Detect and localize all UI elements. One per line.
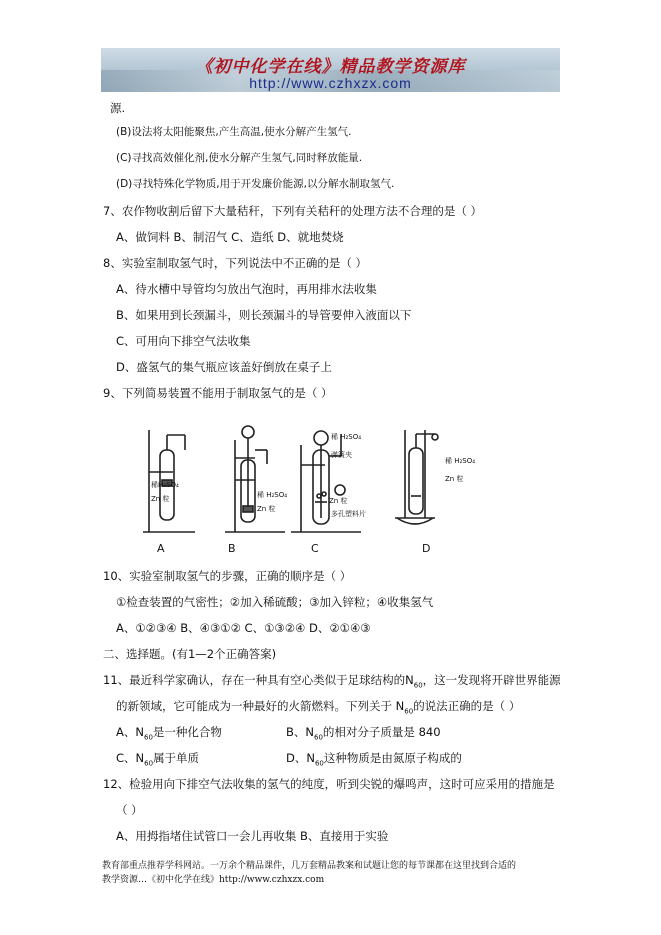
question-12-options: A、用拇指堵住试管口一会儿再收集 B、直接用于实验 — [116, 829, 389, 843]
question-10-steps: ①检查装置的气密性；②加入稀硫酸；③加入锌粒；④收集氢气 — [116, 595, 434, 609]
opt-c-prefix: C、N — [116, 751, 145, 765]
opt-c-text: 属于单质 — [153, 751, 200, 765]
opt-a-prefix: A、N — [116, 725, 144, 739]
figure-label-c: C — [311, 542, 319, 555]
question-12-paren: （ ） — [116, 803, 143, 817]
question-8-option-c: C、可用向下排空气法收集 — [116, 334, 251, 348]
question-8-option-d: D、盛氢气的集气瓶应该盖好倒放在桌子上 — [116, 360, 332, 374]
question-12: 12、检验用向下排空气法收集的氢气的纯度，听到尖锐的爆鸣声，这时可应采用的措施是 — [103, 777, 555, 791]
label-c-clamp: 弹簧夹 — [331, 451, 352, 459]
option-b-text: (B)设法将太阳能聚焦,产生高温,使水分解产生氢气. — [116, 126, 352, 138]
opt-d-prefix: D、N — [286, 751, 315, 765]
label-c-zinc: Zn 粒 — [329, 497, 348, 505]
figure-label-d: D — [422, 542, 431, 555]
n60-subscript: 60 — [143, 733, 153, 742]
q11-text-d: 的说法正确的是（ ） — [413, 699, 521, 713]
opt-a-text: 是一种化合物 — [152, 725, 222, 739]
question-11-line-2 — [116, 698, 520, 715]
question-11-option-d — [286, 750, 462, 767]
q11-text-b: ，这一发现将开辟世界能源 — [422, 673, 561, 687]
section-2-heading: 二、选择题。(有1—2个正确答案) — [103, 647, 277, 661]
figure-label-a: A — [157, 542, 165, 555]
footer-line-2: 教学资源…《初中化学在线》http://www.czhxzx.com — [102, 875, 325, 885]
n60-subscript: 60 — [413, 681, 423, 690]
question-8-option-a: A、待水槽中导管均匀放出气泡时，再用排水法收集 — [116, 282, 377, 296]
label-c-plate: 多孔塑料片 — [331, 510, 366, 518]
option-d-text: (D)寻找特殊化学物质,用于开发廉价能源,以分解水制取氢气. — [116, 178, 395, 190]
label-c-acid: 稀 H₂SO₄ — [331, 433, 362, 441]
figure-label-b: B — [228, 542, 236, 555]
question-8: 8、实验室制取氢气时，下列说法中不正确的是（ ） — [103, 256, 367, 270]
question-8-option-b: B、如果用到长颈漏斗，则长颈漏斗的导管要伸入液面以下 — [116, 308, 412, 322]
question-11-line-1 — [103, 672, 561, 689]
apparatus-figure — [135, 420, 515, 535]
header-banner — [101, 48, 560, 92]
opt-b-prefix: B、N — [286, 725, 314, 739]
q11-text-a: 11、最近科学家确认，存在一种具有空心类似于足球结构的N — [103, 673, 414, 687]
banner-url[interactable]: http://www.czhxzx.com — [249, 75, 412, 91]
opt-d-text: 这种物质是由氮原子构成的 — [323, 751, 462, 765]
label-b-zinc: Zn 粒 — [257, 505, 276, 513]
label-b-acid: 稀 H₂SO₄ — [257, 491, 288, 499]
option-c-text: (C)寻找高效催化剂,使水分解产生氢气,同时释放能量. — [116, 152, 363, 164]
question-11-option-a — [116, 724, 222, 741]
question-10: 10、实验室制取氢气的步骤，正确的顺序是（ ） — [103, 569, 352, 583]
banner-title: 《初中化学在线》精品教学资源库 — [195, 57, 466, 77]
label-d-zinc: Zn 粒 — [445, 475, 464, 483]
question-7: 7、农作物收割后留下大量秸秆，下列有关秸秆的处理方法不合理的是（ ） — [103, 204, 482, 218]
question-11-option-c — [116, 750, 199, 767]
question-7-options: A、做饲料 B、制沼气 C、造纸 D、就地焚烧 — [116, 230, 344, 244]
question-9: 9、下列简易装置不能用于制取氢气的是（ ） — [103, 386, 333, 400]
label-a-acid: 稀H₂SO₄ — [151, 481, 179, 489]
n60-subscript: 60 — [314, 733, 323, 742]
label-a-zinc: Zn 粒 — [151, 495, 170, 503]
question-11-option-b — [286, 724, 441, 741]
footer-line-1: 教育部重点推荐学科网站。一万余个精品课件，几万套精品教案和试题让您的每节课都在这里找到合适的 — [102, 861, 517, 871]
q11-text-c: 的新领域，它可能成为一种最好的火箭燃料。下列关于 N — [116, 699, 405, 713]
n60-subscript: 60 — [314, 759, 324, 768]
n60-subscript: 60 — [404, 707, 414, 716]
question-10-options: A、①②③④ B、④③①② C、①③②④ D、②①④③ — [116, 621, 371, 635]
label-d-acid: 稀 H₂SO₄ — [445, 457, 476, 465]
opt-b-text: 的相对分子质量是 840 — [322, 725, 441, 739]
n60-subscript: 60 — [144, 759, 154, 768]
continued-text: 源. — [110, 101, 126, 115]
